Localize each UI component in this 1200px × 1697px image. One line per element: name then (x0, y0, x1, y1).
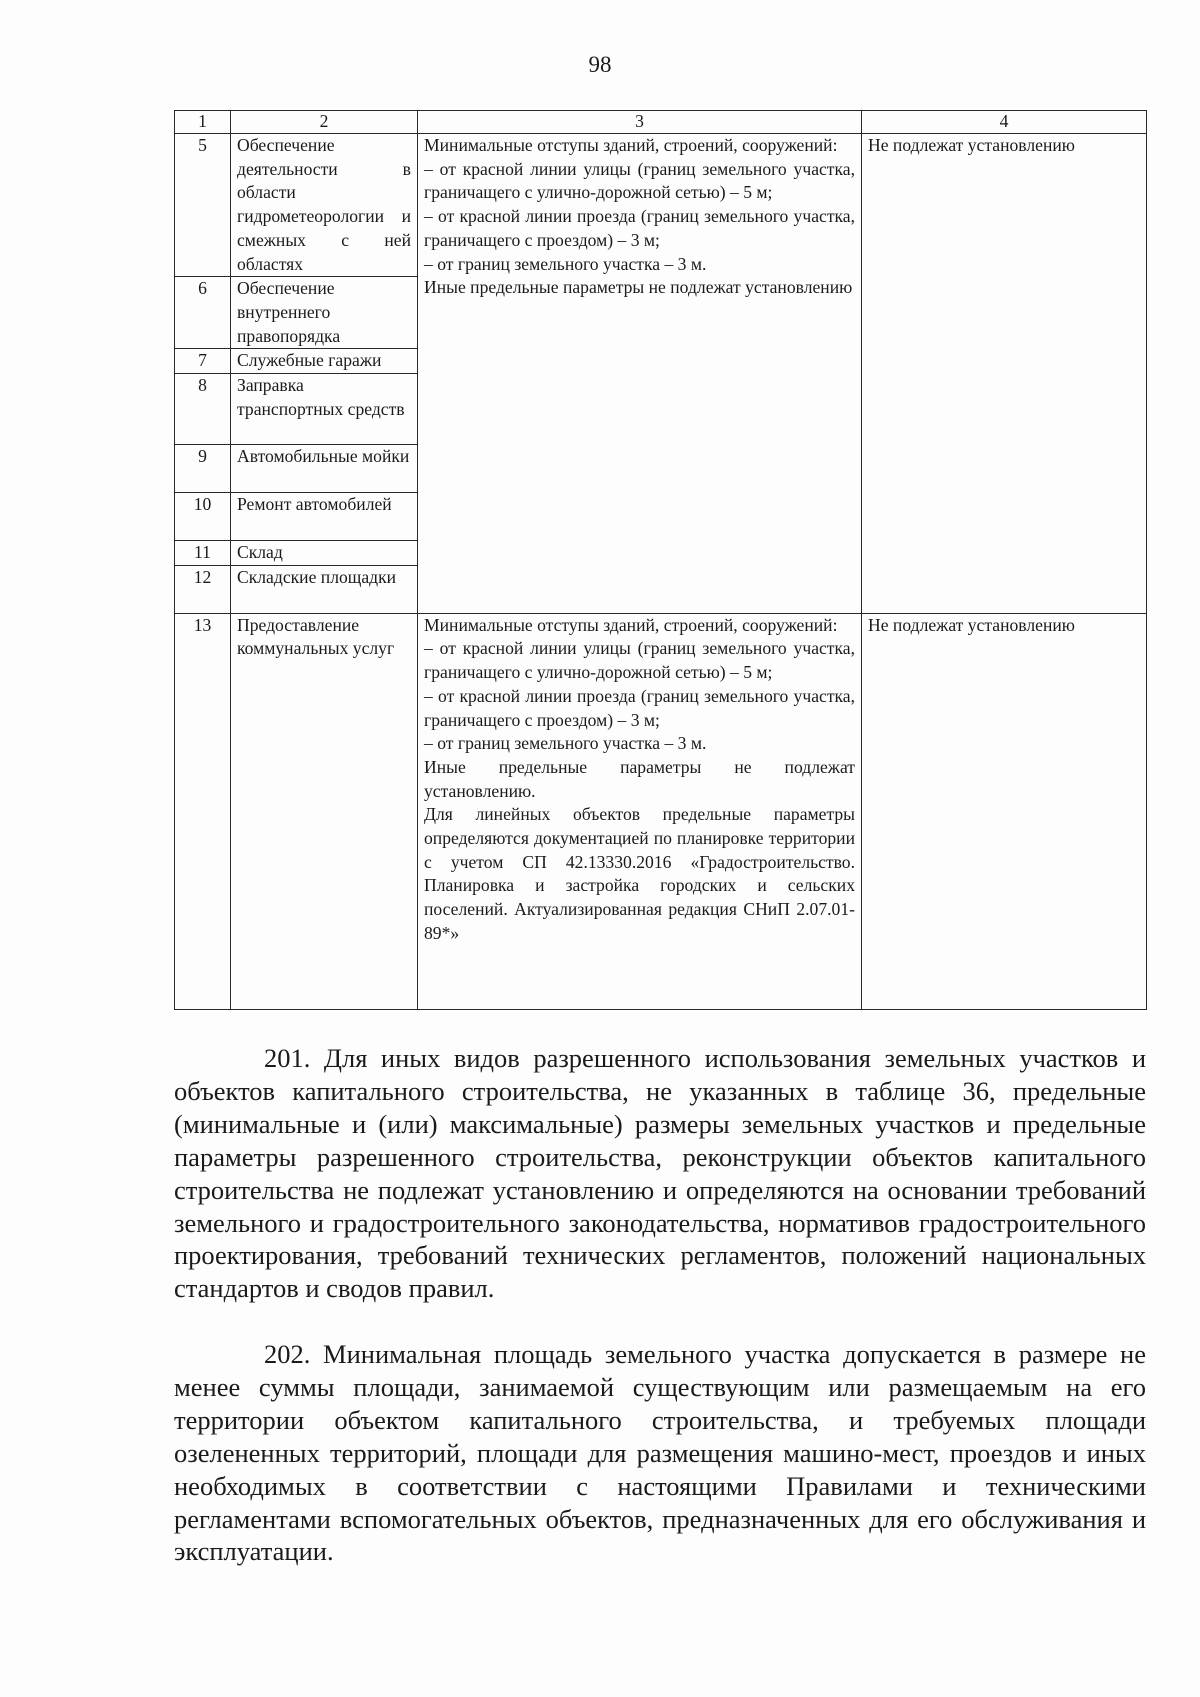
row-number: 12 (175, 565, 231, 613)
row-number: 5 (175, 134, 231, 277)
table-row (175, 134, 1147, 277)
use-type-name: Служебные гаражи (231, 349, 418, 374)
use-type-name: Обеспечение деятельности в области гидрометеорологии и смежных с ней областях (231, 134, 418, 277)
params-line: Иные предельные параметры не подлежат установлению (424, 277, 853, 298)
paragraph-202: 202. Минимальная площадь земельного участка допускается в размере не менее суммы площади, занимаемой существующим или размещаемым на его территории объектом капитального строительства, и требуемых площади озелененных территорий, площади для размещения машино-мест, проездов и иных необходимых в соответствии с настоящими Правилами и техническими регламентами вспомогательных объектов, предназначенных для его обслуживания и эксплуатации. (174, 1339, 1146, 1567)
row-number: 13 (175, 613, 231, 1009)
use-type-name: Обеспечение внутреннего правопорядка (231, 277, 418, 349)
column-header: 2 (231, 111, 418, 134)
params-line: Минимальные отступы зданий, строений, сооружений: (424, 135, 838, 155)
use-type-name: Заправка транспортных средств (231, 374, 418, 445)
row-number: 10 (175, 493, 231, 541)
use-type-name: Автомобильные мойки (231, 445, 418, 493)
params-line: – от красной линии улицы (границ земельного участка, граничащего с улично-дорожной сетью) – 5 м; (424, 638, 855, 683)
use-type-name: Ремонт автомобилей (231, 493, 418, 541)
column-header: 1 (175, 111, 231, 134)
table-header-row (175, 111, 1147, 134)
column-header: 4 (862, 111, 1147, 134)
params-line: – от красной линии проезда (границ земельного участка, граничащего с проездом) – 3 м; (424, 206, 855, 250)
params-line: – от границ земельного участка – 3 м. (424, 733, 707, 754)
params-line: Иные предельные параметры не подлежат установлению. (424, 756, 855, 801)
params-line: Для линейных объектов предельные параметры определяются документацией по планировке территории с учетом СП 42.13330.2016 «Градостроительство. Планировка и застройка городских и сельских поселений. Актуализированная редакция СНиП 2.07.01-89*» (424, 804, 855, 943)
use-type-name: Предоставление коммунальных услуг (231, 613, 418, 1009)
paragraph-201: 201. Для иных видов разрешенного использования земельных участков и объектов капитального строительства, не указанных в таблице 36, предельные (минимальные и (или) максимальные) размеры земельных участков и предельные параметры разрешенного строительства, реконструкции объектов капитального строительства не подлежат установлению и определяются на основании требований земельного и градостроительного законодательства, нормативов градостроительного проектирования, требований технических регламентов, положений национальных стандартов и сводов правил. (174, 1043, 1146, 1304)
row-number: 7 (175, 349, 231, 374)
params-line: – от границ земельного участка – 3 м. (424, 253, 707, 274)
row-number: 8 (175, 374, 231, 445)
row-number: 11 (175, 541, 231, 566)
row-number: 9 (175, 445, 231, 493)
row-number: 6 (175, 277, 231, 349)
params-cell (418, 134, 862, 614)
params-line: – от красной линии улицы (границ земельного участка, граничащего с улично-дорожной сетью) – 5 м; (424, 158, 855, 203)
use-type-name: Склад (231, 541, 418, 566)
regulations-table (174, 110, 1147, 1010)
use-type-name: Складские площадки (231, 565, 418, 613)
table-row (175, 613, 1147, 1009)
params-line: Минимальные отступы зданий, строений, сооружений: (424, 614, 838, 635)
page-number: 98 (588, 52, 612, 77)
note-cell: Не подлежат установлению (862, 613, 1147, 1009)
column-header: 3 (418, 111, 862, 134)
params-cell (418, 613, 862, 1009)
note-cell: Не подлежат установлению (862, 134, 1147, 614)
params-line: – от красной линии проезда (границ земельного участка, граничащего с проездом) – 3 м; (424, 685, 855, 730)
